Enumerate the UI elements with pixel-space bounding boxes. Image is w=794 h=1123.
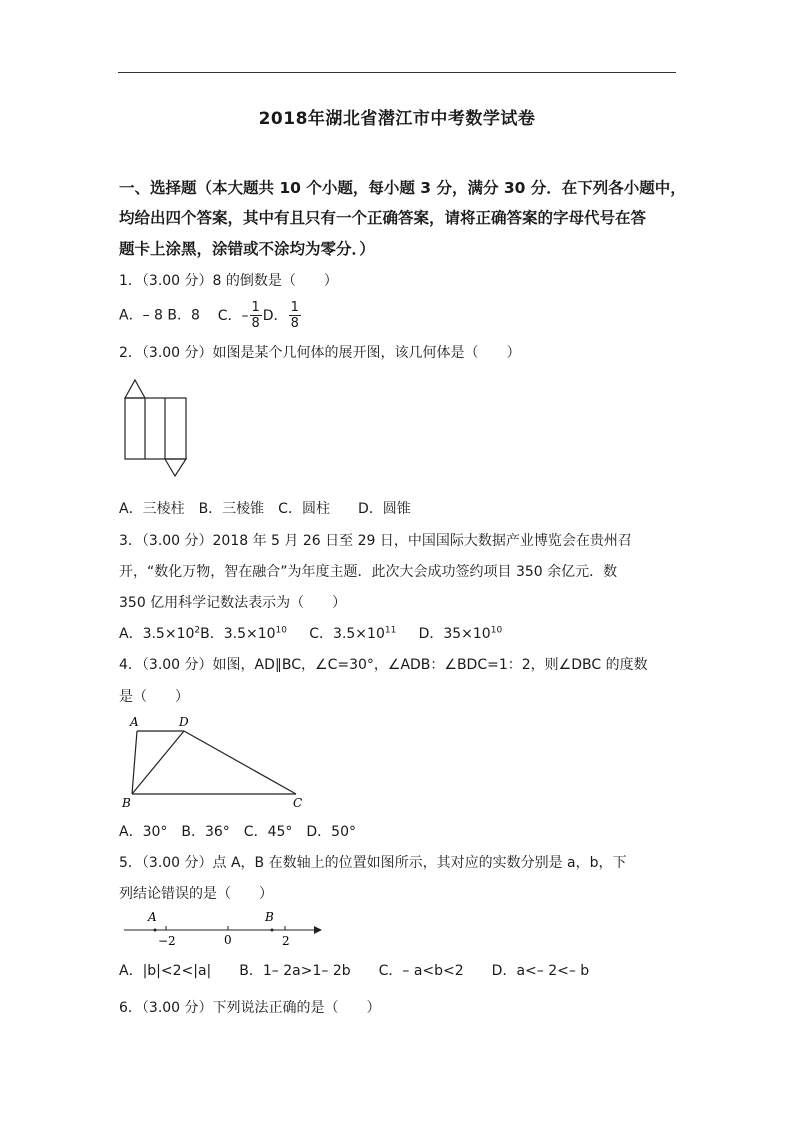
header-rule	[118, 72, 676, 73]
tick-label-0: 0	[224, 933, 232, 947]
q3-options	[119, 623, 502, 643]
segment-ab	[132, 731, 137, 794]
net-bottom-triangle	[165, 459, 186, 476]
q1-option-c[interactable]: C．– $\frac{1}{8}$	[217, 300, 260, 331]
tick-label-neg-2: −2	[158, 934, 176, 948]
q3-option-b[interactable]: B．$3.5\times 10^{10}$	[200, 625, 287, 642]
arrow-head	[314, 926, 322, 934]
trapezoid-figure	[120, 712, 312, 812]
label-a: A	[130, 715, 139, 729]
label-b: B	[122, 796, 131, 810]
q2-options[interactable]: A．三棱柱 B．三棱锥 C．圆柱 D．圆锥	[119, 501, 411, 517]
label-d: D	[179, 715, 189, 729]
section-instructions-line-1: 一、选择题（本大题共 10 个小题，每小题 3 分，满分 30 分．在下列各小题中，	[119, 179, 686, 197]
segment-dc	[184, 731, 296, 794]
label-c: C	[293, 796, 303, 810]
q3-stem-line-3: 350 亿用科学记数法表示为（ ）	[119, 595, 347, 611]
label-point-a: A	[148, 910, 157, 924]
q4-stem-line-1: 4．（3.00 分）如图，AD∥BC，∠C=30°，∠ADB：∠BDC=1：2，则∠DBC 的度数	[119, 657, 648, 673]
q1-option-a[interactable]: A．– 8	[119, 307, 163, 324]
q3-option-a[interactable]: A．$3.5\times 10^2$	[119, 625, 201, 642]
fraction: $\frac{1}{8}$	[251, 300, 260, 331]
q4-stem-line-2: 是（ ）	[119, 689, 189, 705]
q6-stem: 6．（3.00 分）下列说法正确的是（ ）	[119, 1000, 381, 1016]
q3-option-d[interactable]: D．$35\times 10^{10}$	[418, 625, 503, 642]
fraction: $\frac{1}{8}$	[290, 300, 299, 331]
q1-stem: 1．（3.00 分）8 的倒数是（ ）	[119, 273, 338, 289]
page-title: 2018年湖北省潜江市中考数学试卷	[258, 109, 536, 129]
section-instructions-line-3: 题卡上涂黑，涂错或不涂均为零分．）	[119, 240, 375, 258]
segment-bd	[132, 731, 184, 794]
tick-label-2: 2	[282, 934, 290, 948]
q3-stem-line-2: 开，“数化万物，智在融合”为年度主题．此次大会成功签约项目 350 余亿元．数	[119, 564, 618, 580]
q5-stem-line-1: 5．（3.00 分）点 A，B 在数轴上的位置如图所示，其对应的实数分别是 a，b，下	[119, 855, 627, 871]
q5-options[interactable]: A．|b|<2<|a| B．1– 2a>1– 2b C．– a<b<2 D．a<– 2<– b	[119, 963, 590, 979]
q2-stem: 2．（3.00 分）如图是某个几何体的展开图，该几何体是（ ）	[119, 345, 521, 361]
point-b	[271, 929, 274, 932]
q1-option-d[interactable]: D． $\frac{1}{8}$	[262, 300, 299, 331]
q1-options	[119, 300, 302, 331]
q3-option-c[interactable]: C．$3.5\times 10^{11}$	[309, 625, 397, 642]
q1-option-b[interactable]: B．8	[167, 307, 200, 324]
q4-options[interactable]: A．30° B．36° C．45° D．50°	[119, 824, 356, 840]
net-rectangles	[125, 398, 186, 459]
q3-stem-line-1: 3．（3.00 分）2018 年 5 月 26 日至 29 日，中国国际大数据产业博览会在贵州召	[119, 533, 632, 549]
label-point-b: B	[265, 910, 274, 924]
q5-stem-line-2: 列结论错误的是（ ）	[119, 886, 273, 902]
point-a	[154, 929, 157, 932]
section-instructions-line-2: 均给出四个答案，其中有且只有一个正确答案，请将正确答案的字母代号在答	[119, 209, 647, 227]
net-top-triangle	[125, 380, 145, 398]
number-line-figure	[120, 906, 325, 950]
prism-net-figure	[120, 374, 192, 480]
